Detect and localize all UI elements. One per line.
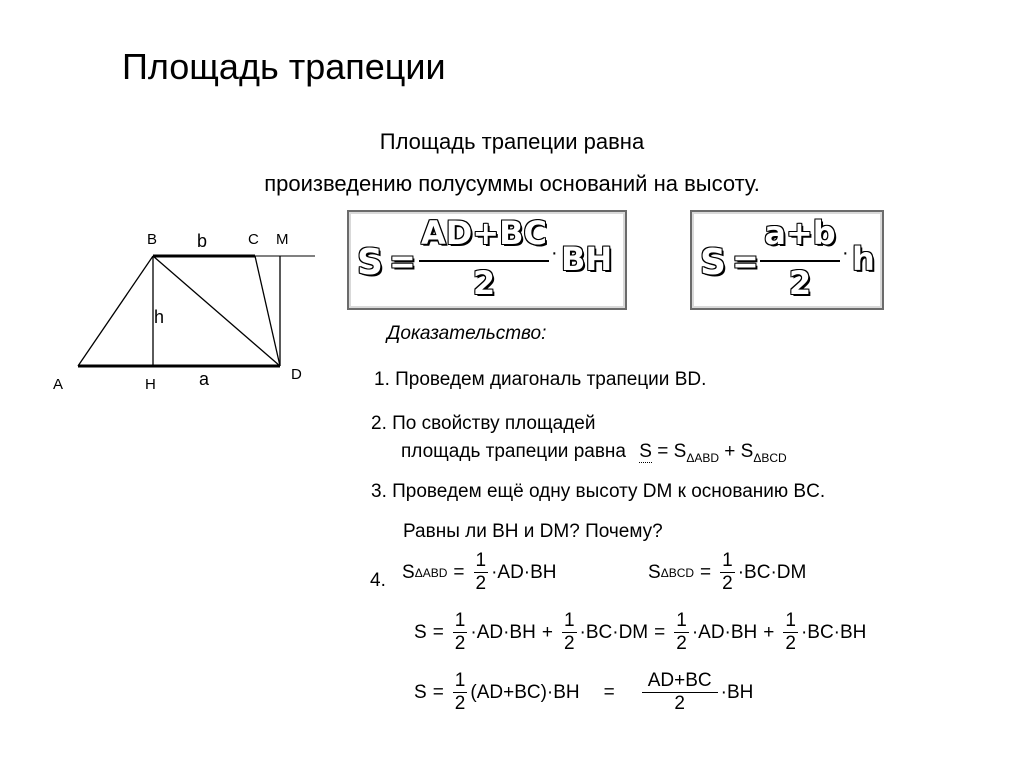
formula1-dot: ·: [551, 242, 558, 264]
sum-term-3: ·AD·BH: [691, 621, 758, 643]
proof-heading: Доказательство:: [387, 323, 547, 344]
sum-term-2: ·BC·DM: [579, 621, 649, 643]
label-b-vertex: B: [147, 231, 158, 248]
s-abd-num: 1: [475, 550, 487, 571]
sum-den-2: 2: [563, 633, 575, 654]
proof-step-2-line-2: [401, 441, 787, 465]
proof-step-2-sub-abd: ΔABD: [686, 450, 720, 465]
proof-step-2-line-1: 2. По свойству площадей: [371, 413, 596, 434]
label-base-b: b: [197, 231, 208, 251]
final-den-2: 2: [674, 693, 685, 714]
s-bcd-rest: ·BC·DM: [737, 561, 807, 583]
sum-num-4: 1: [785, 610, 796, 631]
final-num-1: 1: [454, 670, 466, 691]
sum-term-1: ·AD·BH: [470, 621, 536, 643]
label-d-vertex: D: [291, 366, 302, 383]
sum-term-4: ·BC·BH: [800, 621, 867, 643]
sum-s: S: [414, 621, 427, 643]
proof-step-2-plus: + S: [719, 441, 754, 462]
sum-den-3: 2: [676, 633, 687, 654]
final-s: S: [414, 681, 427, 703]
label-h-foot: H: [145, 376, 156, 393]
page-title: Площадь трапеции: [122, 46, 446, 87]
s-abd-fraction: [474, 550, 489, 595]
area-bcd-formula: [648, 550, 806, 595]
sum-plus-1: +: [541, 621, 553, 643]
formula2-denominator: 2: [788, 264, 812, 302]
sum-eq-2: =: [654, 621, 666, 643]
theorem-line-1: Площадь трапеции равна: [379, 129, 645, 154]
final-paren-term: (AD+BC)·BH: [470, 681, 580, 703]
s-bcd-fraction: [720, 550, 735, 595]
proof-step-2-sub-bcd: ΔBCD: [753, 450, 787, 465]
sum-eq: =: [432, 621, 444, 643]
label-c-vertex: C: [248, 231, 259, 248]
proof-step-2-s: S: [639, 441, 652, 462]
formula1-multiplier: BH: [561, 240, 613, 278]
label-base-a: a: [199, 369, 210, 389]
formula-box-main: [347, 210, 627, 310]
label-m-vertex: M: [276, 231, 289, 248]
sum-den-4: 2: [785, 633, 796, 654]
s-abd-rest: ·AD·BH: [491, 561, 557, 583]
sum-fraction-2: [562, 610, 577, 655]
s-abd-sub: ΔABD: [414, 565, 448, 580]
sum-num-2: 1: [563, 610, 575, 631]
sum-num-3: 1: [676, 610, 687, 631]
proof-step-2-eq: = S: [657, 441, 687, 462]
formula1-numerator: AD+BC: [420, 214, 547, 252]
sum-fraction-4: [783, 610, 798, 655]
formula-box-short: [690, 210, 884, 310]
formula1-eq: =: [389, 242, 416, 280]
side-cd: [255, 256, 280, 366]
label-a-vertex: A: [53, 376, 64, 393]
proof-step-3: 3. Проведем ещё одну высоту DM к основанию BC.: [371, 481, 826, 502]
formula1-denominator: 2: [472, 264, 496, 302]
sum-formula: [414, 610, 866, 655]
s-bcd-den: 2: [722, 573, 733, 594]
s-bcd-num: 1: [722, 550, 733, 571]
formula1-fraction-bar: [419, 260, 549, 262]
s-bcd-sub: ΔBCD: [660, 565, 695, 580]
area-abd-formula: [402, 550, 557, 595]
sum-plus-2: +: [763, 621, 775, 643]
side-ab: [78, 256, 153, 366]
formula2-fraction-bar: [760, 260, 840, 262]
sum-num-1: 1: [454, 610, 466, 631]
final-den-1: 2: [454, 693, 466, 714]
proof-step-2-text: площадь трапеции равна: [401, 441, 626, 462]
s-bcd-s: S: [648, 561, 661, 583]
final-num-2: AD+BC: [642, 670, 718, 693]
sum-den-1: 2: [454, 633, 466, 654]
final-eq: =: [432, 681, 444, 703]
proof-step-1: 1. Проведем диагональ трапеции BD.: [374, 369, 707, 390]
s-abd-eq: =: [453, 561, 465, 583]
sum-fraction-1: [453, 610, 468, 655]
proof-question: Равны ли BH и DM? Почему?: [403, 521, 663, 542]
formula1-lhs: S: [357, 242, 383, 283]
formula2-dot: ·: [842, 242, 849, 264]
formula2-numerator: a+b: [764, 214, 836, 252]
s-bcd-eq: =: [700, 561, 712, 583]
formula2-multiplier: h: [852, 240, 875, 278]
final-fraction-sum: [642, 670, 718, 715]
s-abd-s: S: [402, 561, 415, 583]
formula2-lhs: S: [700, 242, 726, 283]
diagonal-bd: [153, 256, 280, 366]
s-abd-den: 2: [475, 573, 487, 594]
sum-fraction-3: [674, 610, 689, 655]
final-tail: ·BH: [720, 681, 754, 703]
label-height-h: h: [154, 307, 165, 327]
final-eq-2: =: [603, 681, 615, 703]
formula2-eq: =: [732, 242, 759, 280]
theorem-line-2: произведению полусуммы оснований на высоту.: [264, 171, 760, 196]
proof-step-4-label: 4.: [370, 570, 386, 591]
trapezoid-figure: [40, 225, 330, 405]
final-fraction-half: [453, 670, 468, 715]
final-formula: [414, 670, 753, 715]
